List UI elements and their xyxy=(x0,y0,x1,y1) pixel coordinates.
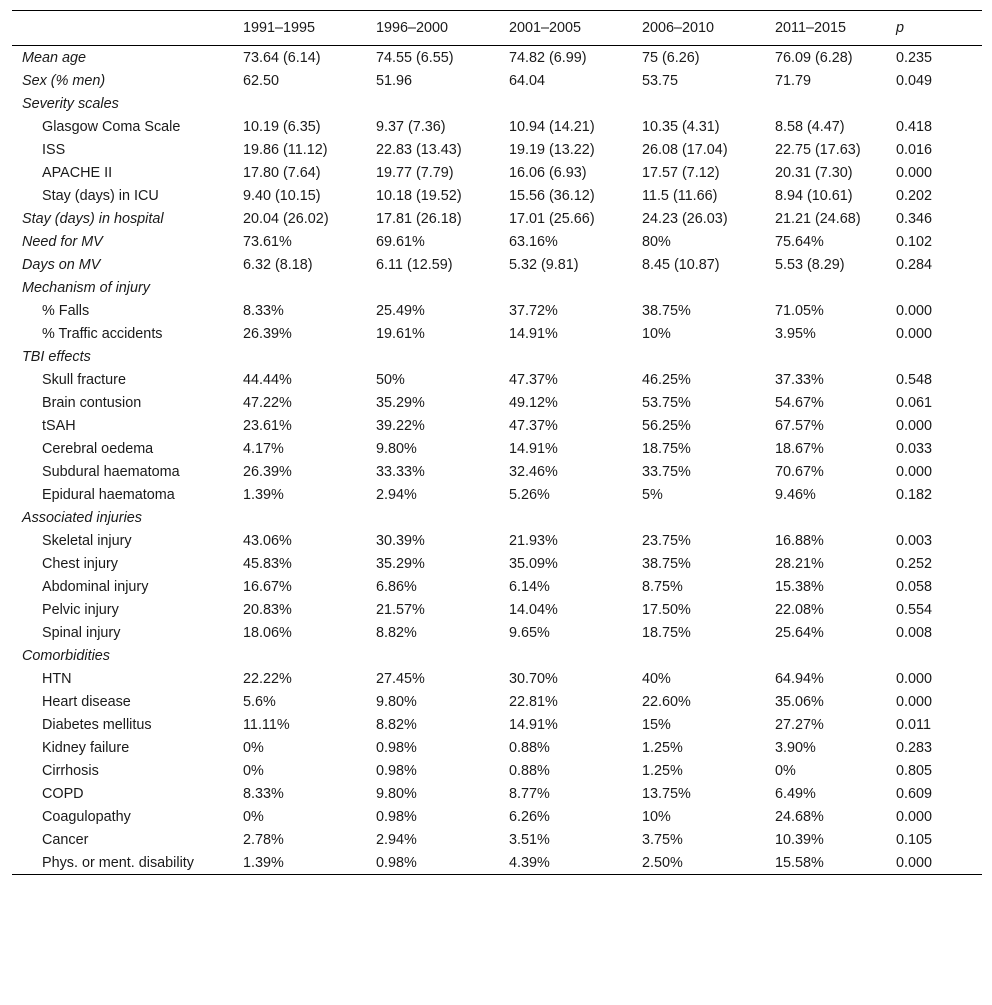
value-cell: 8.75% xyxy=(642,579,683,595)
table-row xyxy=(12,621,982,644)
value-cell: 76.09 (6.28) xyxy=(775,50,853,66)
value-cell: 19.77 (7.79) xyxy=(376,165,454,181)
value-cell: 15% xyxy=(642,717,671,733)
value-cell: 3.90% xyxy=(775,740,816,756)
header-cell-2011-2015: 2011–2015 xyxy=(771,11,892,46)
value-cell: 49.12% xyxy=(509,395,558,411)
value-cell: 37.72% xyxy=(509,303,558,319)
row-label: Abdominal injury xyxy=(42,579,149,595)
value-cell: 24.68% xyxy=(775,809,824,825)
row-label: % Traffic accidents xyxy=(42,326,163,342)
row-label: HTN xyxy=(42,671,72,687)
value-cell: 8.58 (4.47) xyxy=(775,119,845,135)
p-value-cell: 0.000 xyxy=(896,809,933,825)
p-value-cell: 0.000 xyxy=(896,303,933,319)
value-cell: 2.94% xyxy=(376,832,417,848)
header-cell-blank xyxy=(12,11,239,46)
value-cell: 13.75% xyxy=(642,786,691,802)
row-label: Kidney failure xyxy=(42,740,130,756)
value-cell: 8.33% xyxy=(243,303,284,319)
value-cell: 20.83% xyxy=(243,602,292,618)
value-cell: 30.70% xyxy=(509,671,558,687)
table-row xyxy=(12,437,982,460)
p-value-cell: 0.011 xyxy=(896,717,931,733)
table-row xyxy=(12,690,982,713)
value-cell: 43.06% xyxy=(243,533,292,549)
value-cell: 27.45% xyxy=(376,671,425,687)
value-cell: 47.37% xyxy=(509,372,558,388)
value-cell: 71.05% xyxy=(775,303,824,319)
value-cell: 40% xyxy=(642,671,671,687)
value-cell: 53.75 xyxy=(642,73,679,89)
value-cell: 9.80% xyxy=(376,694,417,710)
p-value-cell: 0.008 xyxy=(896,625,933,641)
value-cell: 5.6% xyxy=(243,694,276,710)
table-row xyxy=(12,322,982,345)
value-cell: 17.50% xyxy=(642,602,691,618)
value-cell: 47.22% xyxy=(243,395,292,411)
table-row xyxy=(12,368,982,391)
value-cell: 33.75% xyxy=(642,464,691,480)
row-label: Spinal injury xyxy=(42,625,121,641)
table-row xyxy=(12,161,982,184)
p-value-cell: 0.000 xyxy=(896,326,933,342)
value-cell: 22.60% xyxy=(642,694,691,710)
value-cell: 16.88% xyxy=(775,533,824,549)
value-cell: 9.37 (7.36) xyxy=(376,119,446,135)
value-cell: 16.06 (6.93) xyxy=(509,165,587,181)
value-cell: 17.80 (7.64) xyxy=(243,165,321,181)
value-cell: 0% xyxy=(243,740,264,756)
row-label: Stay (days) in hospital xyxy=(22,211,164,227)
table-row xyxy=(12,759,982,782)
value-cell: 30.39% xyxy=(376,533,425,549)
table-row xyxy=(12,46,982,70)
value-cell: 0.98% xyxy=(376,740,417,756)
value-cell: 1.25% xyxy=(642,740,683,756)
value-cell: 6.86% xyxy=(376,579,417,595)
value-cell: 8.45 (10.87) xyxy=(642,257,720,273)
row-label: Mean age xyxy=(22,50,87,66)
value-cell: 62.50 xyxy=(243,73,280,89)
section-label: TBI effects xyxy=(22,349,91,365)
value-cell: 3.95% xyxy=(775,326,816,342)
row-label: Cancer xyxy=(42,832,89,848)
row-label: tSAH xyxy=(42,418,76,434)
value-cell: 26.39% xyxy=(243,326,292,342)
value-cell: 64.94% xyxy=(775,671,824,687)
value-cell: 5.32 (9.81) xyxy=(509,257,579,273)
value-cell: 8.77% xyxy=(509,786,550,802)
value-cell: 6.14% xyxy=(509,579,550,595)
value-cell: 35.09% xyxy=(509,556,558,572)
table-row xyxy=(12,230,982,253)
comparison-table xyxy=(12,10,982,875)
value-cell: 17.81 (26.18) xyxy=(376,211,462,227)
table-row xyxy=(12,115,982,138)
value-cell: 33.33% xyxy=(376,464,425,480)
row-label: Subdural haematoma xyxy=(42,464,180,480)
row-label: Chest injury xyxy=(42,556,118,572)
value-cell: 10.18 (19.52) xyxy=(376,188,462,204)
value-cell: 1.39% xyxy=(239,851,372,875)
row-label: Sex (% men) xyxy=(22,73,106,89)
p-value-cell: 0.000 xyxy=(896,694,933,710)
value-cell: 9.46% xyxy=(775,487,816,503)
section-label: Comorbidities xyxy=(22,648,110,664)
value-cell: 38.75% xyxy=(642,303,691,319)
row-label: Stay (days) in ICU xyxy=(42,188,159,204)
row-label: Pelvic injury xyxy=(42,602,119,618)
table-row xyxy=(12,138,982,161)
section-label: Mechanism of injury xyxy=(22,280,150,296)
value-cell: 16.67% xyxy=(243,579,292,595)
value-cell: 23.61% xyxy=(243,418,292,434)
value-cell: 15.38% xyxy=(775,579,824,595)
value-cell: 28.21% xyxy=(775,556,824,572)
value-cell: 17.01 (25.66) xyxy=(509,211,595,227)
value-cell: 0% xyxy=(243,809,264,825)
p-value-cell: 0.284 xyxy=(896,257,933,273)
value-cell: 0% xyxy=(243,763,264,779)
value-cell: 75.64% xyxy=(775,234,824,250)
value-cell: 15.56 (36.12) xyxy=(509,188,595,204)
p-value-cell: 0.283 xyxy=(896,740,933,756)
value-cell: 10% xyxy=(642,326,671,342)
p-value-cell: 0.202 xyxy=(896,188,933,204)
p-value-cell: 0.182 xyxy=(896,487,933,503)
table-row xyxy=(12,667,982,690)
table-row xyxy=(12,460,982,483)
value-cell: 14.91% xyxy=(509,441,558,457)
value-cell: 19.19 (13.22) xyxy=(509,142,595,158)
table-container xyxy=(12,10,982,875)
value-cell: 17.57 (7.12) xyxy=(642,165,720,181)
row-label: % Falls xyxy=(42,303,90,319)
value-cell: 74.82 (6.99) xyxy=(509,50,587,66)
value-cell: 14.91% xyxy=(509,717,558,733)
value-cell: 35.29% xyxy=(376,556,425,572)
value-cell: 0.88% xyxy=(509,763,550,779)
table-row xyxy=(12,414,982,437)
value-cell: 5% xyxy=(642,487,663,503)
header-cell-2001-2005: 2001–2005 xyxy=(505,11,638,46)
value-cell: 67.57% xyxy=(775,418,824,434)
row-label: ISS xyxy=(42,142,66,158)
value-cell: 11.5 (11.66) xyxy=(642,188,718,204)
p-value-cell: 0.016 xyxy=(896,142,933,158)
value-cell: 45.83% xyxy=(243,556,292,572)
value-cell: 53.75% xyxy=(642,395,691,411)
p-value-cell: 0.252 xyxy=(896,556,933,572)
p-value-cell: 0.000 xyxy=(892,851,982,875)
p-value-cell: 0.554 xyxy=(896,602,933,618)
section-row xyxy=(12,92,982,115)
value-cell: 44.44% xyxy=(243,372,292,388)
value-cell: 24.23 (26.03) xyxy=(642,211,728,227)
value-cell: 18.75% xyxy=(642,625,691,641)
value-cell: 27.27% xyxy=(775,717,824,733)
value-cell: 50% xyxy=(376,372,405,388)
value-cell: 10.19 (6.35) xyxy=(243,119,321,135)
value-cell: 18.75% xyxy=(642,441,691,457)
table-row xyxy=(12,69,982,92)
value-cell: 80% xyxy=(642,234,671,250)
row-label: Epidural haematoma xyxy=(42,487,175,503)
value-cell: 0.98% xyxy=(372,851,505,875)
section-row xyxy=(12,276,982,299)
value-cell: 6.32 (8.18) xyxy=(243,257,313,273)
p-value-cell: 0.000 xyxy=(896,418,933,434)
table-header xyxy=(12,11,982,46)
value-cell: 46.25% xyxy=(642,372,691,388)
value-cell: 70.67% xyxy=(775,464,824,480)
value-cell: 18.67% xyxy=(775,441,824,457)
value-cell: 63.16% xyxy=(509,234,558,250)
table-row xyxy=(12,483,982,506)
table-row xyxy=(12,805,982,828)
value-cell: 22.08% xyxy=(775,602,824,618)
value-cell: 25.64% xyxy=(775,625,824,641)
value-cell: 9.40 (10.15) xyxy=(243,188,321,204)
table-row xyxy=(12,391,982,414)
value-cell: 10.94 (14.21) xyxy=(509,119,595,135)
value-cell: 5.26% xyxy=(509,487,550,503)
value-cell: 56.25% xyxy=(642,418,691,434)
value-cell: 6.49% xyxy=(775,786,816,802)
value-cell: 1.39% xyxy=(243,487,284,503)
p-value-cell: 0.102 xyxy=(896,234,933,250)
value-cell: 10.39% xyxy=(775,832,824,848)
value-cell: 22.83 (13.43) xyxy=(376,142,462,158)
p-value-cell: 0.058 xyxy=(896,579,933,595)
value-cell: 2.78% xyxy=(243,832,284,848)
table-row xyxy=(12,575,982,598)
p-value-cell: 0.049 xyxy=(896,73,933,89)
value-cell: 22.22% xyxy=(243,671,292,687)
row-label: Skull fracture xyxy=(42,372,126,388)
header-cell-1996-2000: 1996–2000 xyxy=(372,11,505,46)
row-label: APACHE II xyxy=(42,165,113,181)
value-cell: 8.82% xyxy=(376,717,417,733)
p-value-cell: 0.003 xyxy=(896,533,933,549)
value-cell: 4.39% xyxy=(505,851,638,875)
value-cell: 71.79 xyxy=(775,73,812,89)
table-row xyxy=(12,851,982,875)
header-cell-2006-2010: 2006–2010 xyxy=(638,11,771,46)
section-label: Severity scales xyxy=(22,96,119,112)
value-cell: 21.21 (24.68) xyxy=(775,211,861,227)
p-value-cell: 0.105 xyxy=(896,832,933,848)
row-label: Glasgow Coma Scale xyxy=(42,119,181,135)
table-row xyxy=(12,299,982,322)
value-cell: 73.64 (6.14) xyxy=(243,50,321,66)
table-row xyxy=(12,253,982,276)
value-cell: 21.57% xyxy=(376,602,425,618)
value-cell: 6.11 (12.59) xyxy=(376,257,453,273)
value-cell: 19.86 (11.12) xyxy=(243,142,328,158)
value-cell: 35.06% xyxy=(775,694,824,710)
header-cell-1991-1995: 1991–1995 xyxy=(239,11,372,46)
row-label: Phys. or ment. disability xyxy=(12,851,239,875)
row-label: Cirrhosis xyxy=(42,763,99,779)
header-row xyxy=(12,11,982,46)
p-value-cell: 0.609 xyxy=(896,786,933,802)
value-cell: 0.98% xyxy=(376,809,417,825)
value-cell: 35.29% xyxy=(376,395,425,411)
table-row xyxy=(12,529,982,552)
value-cell: 9.80% xyxy=(376,441,417,457)
value-cell: 22.75 (17.63) xyxy=(775,142,861,158)
value-cell: 2.50% xyxy=(638,851,771,875)
value-cell: 51.96 xyxy=(376,73,413,89)
p-value-cell: 0.548 xyxy=(896,372,933,388)
section-label: Associated injuries xyxy=(22,510,142,526)
table-row xyxy=(12,552,982,575)
table-row xyxy=(12,782,982,805)
value-cell: 1.25% xyxy=(642,763,683,779)
value-cell: 73.61% xyxy=(243,234,292,250)
table-body xyxy=(12,46,982,875)
value-cell: 8.94 (10.61) xyxy=(775,188,853,204)
value-cell: 9.80% xyxy=(376,786,417,802)
section-row xyxy=(12,644,982,667)
row-label: Days on MV xyxy=(22,257,101,273)
value-cell: 74.55 (6.55) xyxy=(376,50,454,66)
value-cell: 8.33% xyxy=(243,786,284,802)
row-label: Need for MV xyxy=(22,234,103,250)
value-cell: 4.17% xyxy=(243,441,284,457)
p-value-cell: 0.000 xyxy=(896,165,933,181)
value-cell: 10.35 (4.31) xyxy=(642,119,720,135)
value-cell: 14.91% xyxy=(509,326,558,342)
p-value-cell: 0.000 xyxy=(896,671,933,687)
value-cell: 21.93% xyxy=(509,533,558,549)
value-cell: 69.61% xyxy=(376,234,425,250)
p-value-cell: 0.061 xyxy=(896,395,933,411)
value-cell: 18.06% xyxy=(243,625,292,641)
value-cell: 2.94% xyxy=(376,487,417,503)
value-cell: 37.33% xyxy=(775,372,824,388)
value-cell: 15.58% xyxy=(771,851,892,875)
row-label: Diabetes mellitus xyxy=(42,717,152,733)
table-row xyxy=(12,184,982,207)
value-cell: 10% xyxy=(642,809,671,825)
value-cell: 20.31 (7.30) xyxy=(775,165,853,181)
value-cell: 75 (6.26) xyxy=(642,50,700,66)
value-cell: 14.04% xyxy=(509,602,558,618)
value-cell: 8.82% xyxy=(376,625,417,641)
value-cell: 26.39% xyxy=(243,464,292,480)
p-value-cell: 0.033 xyxy=(896,441,933,457)
row-label: Cerebral oedema xyxy=(42,441,154,457)
p-value-cell: 0.418 xyxy=(896,119,933,135)
section-row xyxy=(12,345,982,368)
row-label: Heart disease xyxy=(42,694,131,710)
value-cell: 64.04 xyxy=(509,73,546,89)
value-cell: 19.61% xyxy=(376,326,425,342)
value-cell: 23.75% xyxy=(642,533,691,549)
p-value-cell: 0.805 xyxy=(896,763,933,779)
row-label: COPD xyxy=(42,786,84,802)
section-row xyxy=(12,506,982,529)
value-cell: 39.22% xyxy=(376,418,425,434)
value-cell: 3.51% xyxy=(509,832,550,848)
value-cell: 25.49% xyxy=(376,303,425,319)
value-cell: 9.65% xyxy=(509,625,550,641)
table-row xyxy=(12,736,982,759)
p-value-cell: 0.000 xyxy=(896,464,933,480)
value-cell: 47.37% xyxy=(509,418,558,434)
table-row xyxy=(12,207,982,230)
table-row xyxy=(12,713,982,736)
value-cell: 26.08 (17.04) xyxy=(642,142,728,158)
value-cell: 38.75% xyxy=(642,556,691,572)
value-cell: 0% xyxy=(775,763,796,779)
p-value-cell: 0.346 xyxy=(896,211,933,227)
value-cell: 20.04 (26.02) xyxy=(243,211,329,227)
value-cell: 54.67% xyxy=(775,395,824,411)
table-row xyxy=(12,828,982,851)
value-cell: 22.81% xyxy=(509,694,558,710)
p-value-cell: 0.235 xyxy=(896,50,933,66)
value-cell: 3.75% xyxy=(642,832,683,848)
value-cell: 5.53 (8.29) xyxy=(775,257,845,273)
header-cell-p: p xyxy=(892,11,982,46)
row-label: Brain contusion xyxy=(42,395,142,411)
row-label: Skeletal injury xyxy=(42,533,132,549)
table-row xyxy=(12,598,982,621)
value-cell: 6.26% xyxy=(509,809,550,825)
value-cell: 0.98% xyxy=(376,763,417,779)
row-label: Coagulopathy xyxy=(42,809,131,825)
value-cell: 32.46% xyxy=(509,464,558,480)
value-cell: 0.88% xyxy=(509,740,550,756)
value-cell: 11.11% xyxy=(243,717,290,733)
